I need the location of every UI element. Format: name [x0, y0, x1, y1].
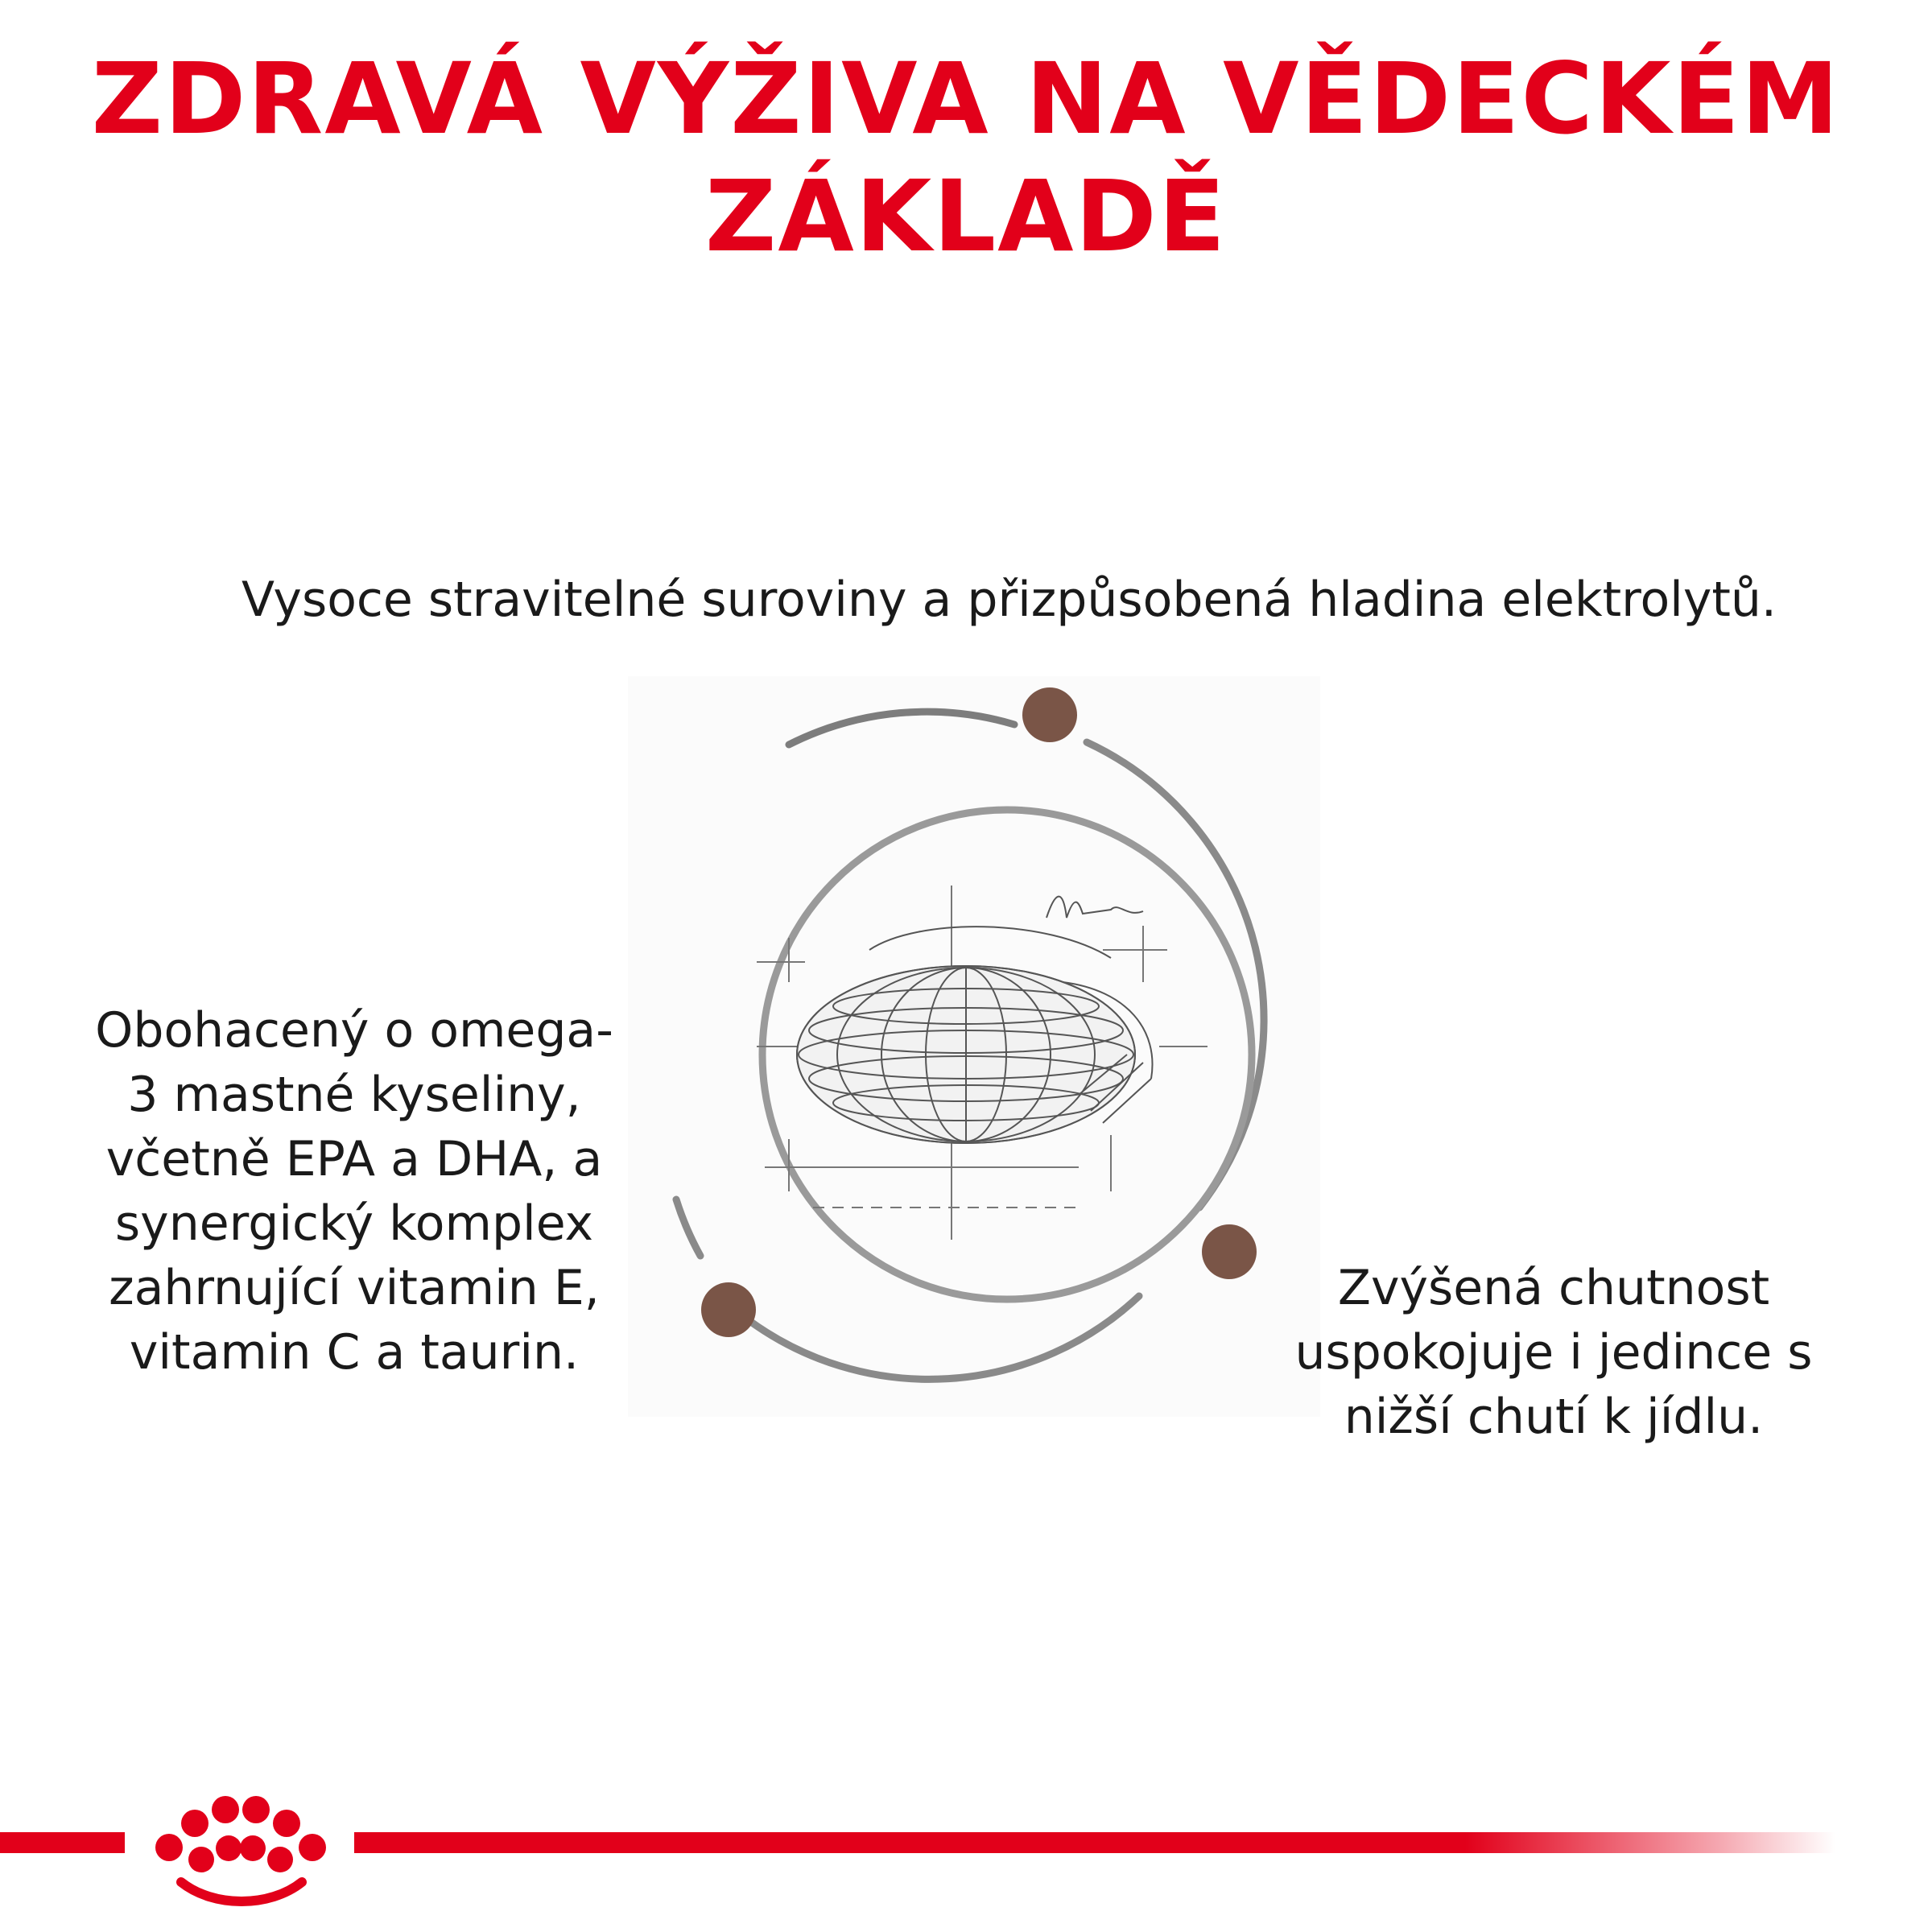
brand-bar-left	[0, 1832, 125, 1853]
benefit-digestibility-text: Vysoce stravitelné suroviny a přizpůsobená hladina elektrolytů.	[242, 572, 1777, 628]
marker-dot-right	[1202, 1224, 1257, 1279]
brand-bar-right	[354, 1832, 1835, 1853]
marker-dot-left	[701, 1282, 756, 1337]
page-title: ZDRAVÁ VÝŽIVA NA VĚDECKÉM ZÁKLADĚ	[91, 42, 1841, 274]
kibble-illustration	[628, 676, 1320, 1417]
crown-icon	[137, 1779, 338, 1916]
benefit-omega3-text: Obohacený o omega-3 mastné kyseliny, včetně EPA a DHA, a synergický komplex zahrnující vitamin E, vitamin C a taurin.	[95, 1002, 613, 1381]
benefit-palatability-text: Zvýšená chutnost uspokojuje i jedince s nižší chutí k jídlu.	[1294, 1260, 1813, 1445]
marker-dot-top	[1022, 687, 1077, 742]
